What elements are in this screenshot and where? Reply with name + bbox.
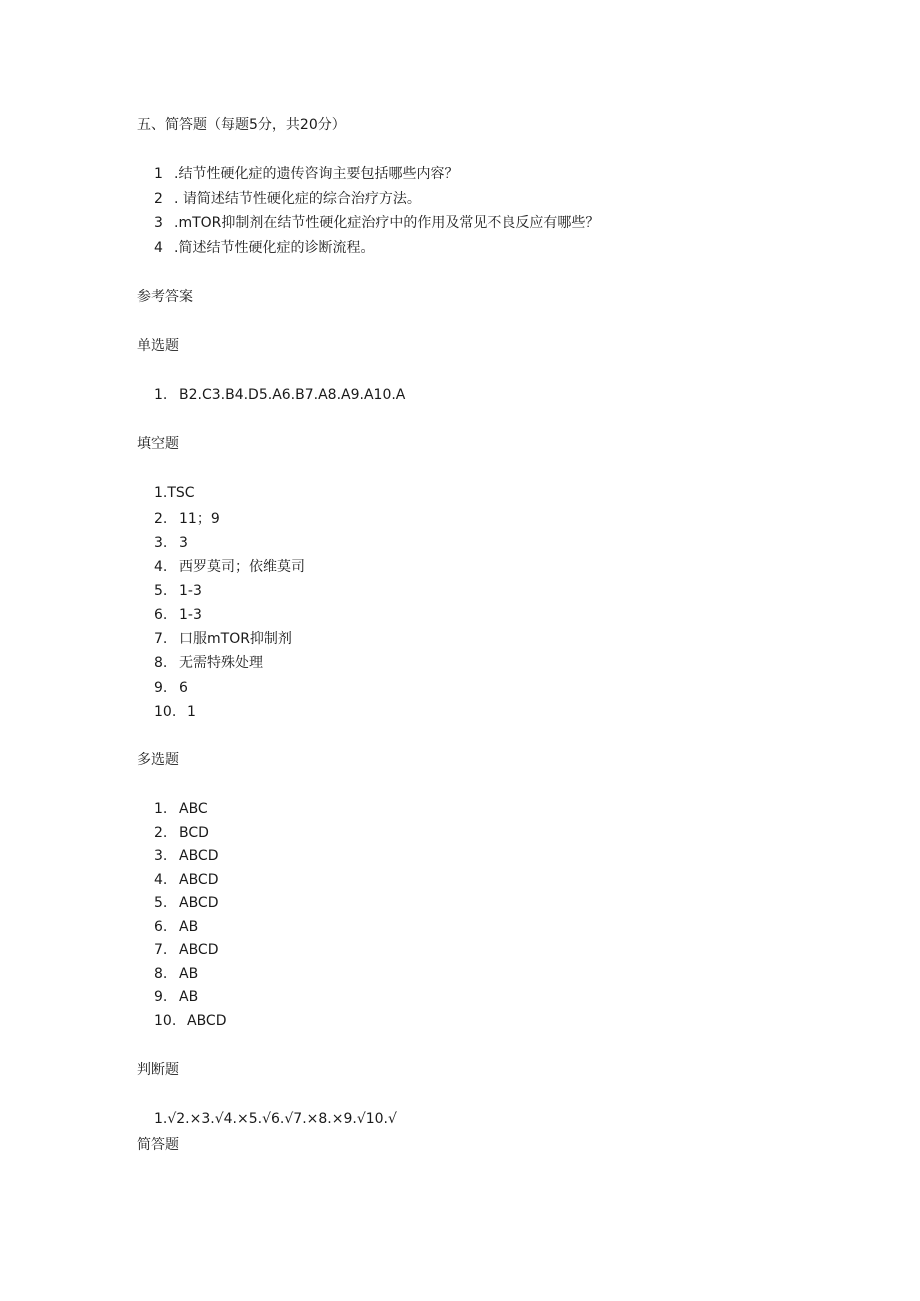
fill-blank-number: 6. xyxy=(154,607,168,623)
multi-choice-answer: ABCD xyxy=(179,848,219,864)
multi-choice-number: 8. xyxy=(154,966,168,982)
fill-blank-item: 1.TSC xyxy=(154,485,195,501)
multi-choice-number: 1. xyxy=(154,801,168,817)
multi-choice-number: 2. xyxy=(154,825,168,841)
multi-choice-answer: ABCD xyxy=(179,942,219,958)
multi-choice-answer: ABCD xyxy=(179,895,219,911)
multi-choice-number: 5. xyxy=(154,895,168,911)
true-false-heading: 判断题 xyxy=(137,1062,179,1078)
multi-choice-answer: ABCD xyxy=(179,872,219,888)
question-text: .结节性硬化症的遗传咨询主要包括哪些内容？ xyxy=(174,166,459,182)
multi-choice-number: 9. xyxy=(154,989,168,1005)
question-number: 4 xyxy=(154,240,163,256)
question-number: 3 xyxy=(154,215,163,231)
single-choice-heading: 单选题 xyxy=(137,338,179,354)
fill-blank-number: 8. xyxy=(154,655,168,671)
fill-blank-answer: 6 xyxy=(179,680,188,696)
fill-blank-number: 7. xyxy=(154,631,168,647)
question-number: 1 xyxy=(154,166,163,182)
multi-choice-answer: AB xyxy=(179,966,199,982)
multi-choice-number: 7. xyxy=(154,942,168,958)
fill-blank-number: 10. xyxy=(154,704,177,720)
multi-choice-number: 4. xyxy=(154,872,168,888)
question-text: .mTOR抑制剂在结节性硬化症治疗中的作用及常见不良反应有哪些？ xyxy=(174,215,600,231)
question-number: 2 xyxy=(154,191,163,207)
fill-blank-answer: 1-3 xyxy=(179,607,202,623)
single-choice-number: 1. xyxy=(154,387,168,403)
fill-blank-answer: 无需特殊处理 xyxy=(179,655,263,671)
fill-blank-answer: 11；9 xyxy=(179,511,220,527)
fill-blank-number: 9. xyxy=(154,680,168,696)
short-answer-heading: 简答题 xyxy=(137,1137,179,1153)
question-text: . 请简述结节性硬化症的综合治疗方法。 xyxy=(174,191,421,207)
fill-blank-answer: 1 xyxy=(187,704,196,720)
fill-blank-answer: 1-3 xyxy=(179,583,202,599)
fill-blank-number: 4. xyxy=(154,559,168,575)
multi-choice-answer: AB xyxy=(179,919,199,935)
fill-blank-answer: 口服mTOR抑制剂 xyxy=(179,631,292,647)
multi-choice-number: 10. xyxy=(154,1013,177,1029)
multi-choice-number: 6. xyxy=(154,919,168,935)
answers-heading: 参考答案 xyxy=(137,289,193,305)
fill-blank-number: 5. xyxy=(154,583,168,599)
multi-choice-number: 3. xyxy=(154,848,168,864)
multi-choice-answer: ABCD xyxy=(187,1013,227,1029)
fill-blank-number: 2. xyxy=(154,511,168,527)
multi-choice-answer: BCD xyxy=(179,825,209,841)
multi-choice-answer: ABC xyxy=(179,801,208,817)
section-five-title: 五、简答题（每题5分，共20分） xyxy=(137,117,346,133)
multi-choice-answer: AB xyxy=(179,989,199,1005)
fill-blank-number: 3. xyxy=(154,535,168,551)
multi-choice-heading: 多选题 xyxy=(137,752,179,768)
fill-blank-heading: 填空题 xyxy=(137,436,179,452)
true-false-answers: 1.√2.×3.√4.×5.√6.√7.×8.×9.√10.√ xyxy=(154,1111,397,1127)
fill-blank-answer: 西罗莫司；依维莫司 xyxy=(179,559,305,575)
question-text: .简述结节性硬化症的诊断流程。 xyxy=(174,240,375,256)
fill-blank-answer: 3 xyxy=(179,535,188,551)
single-choice-answers: B2.C3.B4.D5.A6.B7.A8.A9.A10.A xyxy=(179,387,406,403)
